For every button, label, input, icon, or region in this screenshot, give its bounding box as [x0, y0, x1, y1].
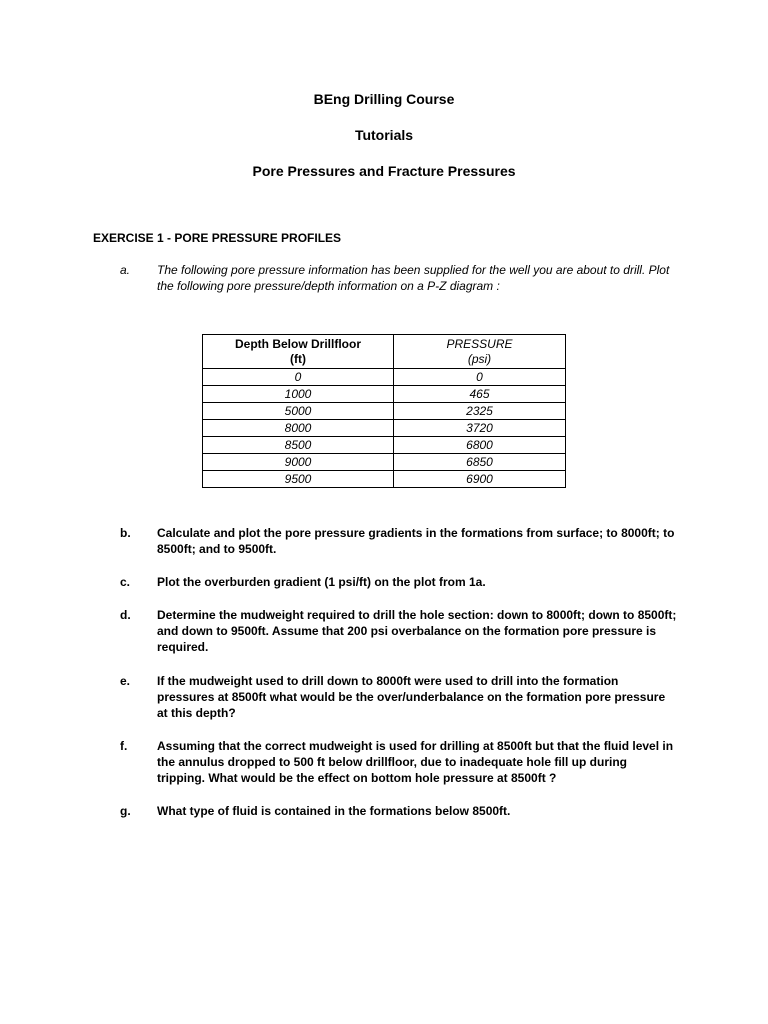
pressure-cell: 465: [394, 386, 566, 403]
depth-cell: 9500: [203, 471, 394, 488]
pressure-cell: 6800: [394, 437, 566, 454]
table-header-row: [203, 335, 566, 369]
exercise-heading: EXERCISE 1 - PORE PRESSURE PROFILES: [93, 231, 342, 245]
depth-cell: 5000: [203, 403, 394, 420]
question-e-letter: e.: [120, 674, 131, 688]
question-d-text: Determine the mudweight required to drill the hole section: down to 8000ft; down to 8500ft; and down to 9500ft. Assume that 200 psi overbalance on the formation pore pressure is required.: [157, 608, 677, 654]
question-c-letter: c.: [120, 575, 131, 589]
pressure-cell: 0: [394, 369, 566, 386]
question-a-text: The following pore pressure information has been supplied for the well you are about to drill. Plot the following pore pressure/depth information on a P-Z diagram :: [157, 263, 670, 293]
pressure-column-header: [394, 335, 566, 369]
depth-cell: 8500: [203, 437, 394, 454]
pressure-cell: 3720: [394, 420, 566, 437]
table-row: [203, 420, 566, 437]
question-b-letter: b.: [120, 526, 131, 540]
pore-pressure-table: [202, 334, 566, 488]
tutorials-subtitle: Tutorials: [354, 127, 414, 143]
depth-cell: 8000: [203, 420, 394, 437]
depth-cell: 0: [203, 369, 394, 386]
question-f-text: Assuming that the correct mudweight is used for drilling at 8500ft but that the fluid level in the annulus dropped to 500 ft below drillfloor, due to inadequate hole fill up during tripping. What would be the effect on bottom hole pressure at 8500ft ?: [157, 739, 674, 785]
pressure-cell: 6850: [394, 454, 566, 471]
table-row: [203, 386, 566, 403]
pressure-header-label: PRESSURE: [446, 337, 513, 351]
question-f-letter: f.: [120, 739, 128, 753]
depth-cell: 9000: [203, 454, 394, 471]
depth-header-unit: (ft): [290, 352, 306, 366]
question-d-letter: d.: [120, 608, 131, 622]
depth-column-header: [203, 335, 394, 369]
question-g-text: What type of fluid is contained in the formations below 8500ft.: [157, 804, 511, 818]
table-row: [203, 369, 566, 386]
table-row: [203, 454, 566, 471]
depth-cell: 1000: [203, 386, 394, 403]
question-b-text: Calculate and plot the pore pressure gradients in the formations from surface; to 8000ft; to 8500ft; and to 9500ft.: [157, 526, 675, 556]
question-g-letter: g.: [120, 804, 131, 818]
question-a-letter: a.: [120, 263, 131, 277]
question-c-text: Plot the overburden gradient (1 psi/ft) on the plot from 1a.: [157, 575, 486, 589]
pressure-header-unit: (psi): [467, 352, 492, 366]
question-e-text: If the mudweight used to drill down to 8000ft were used to drill into the formation pressures at 8500ft what would be the over/underbalance on the formation pore pressure at this depth?: [157, 674, 666, 720]
depth-header-label: Depth Below Drillfloor: [235, 337, 361, 351]
pressure-cell: 6900: [394, 471, 566, 488]
table-row: [203, 403, 566, 420]
course-title: BEng Drilling Course: [313, 91, 455, 107]
topic-title: Pore Pressures and Fracture Pressures: [252, 163, 516, 179]
table-row: [203, 471, 566, 488]
pressure-cell: 2325: [394, 403, 566, 420]
table-row: [203, 437, 566, 454]
